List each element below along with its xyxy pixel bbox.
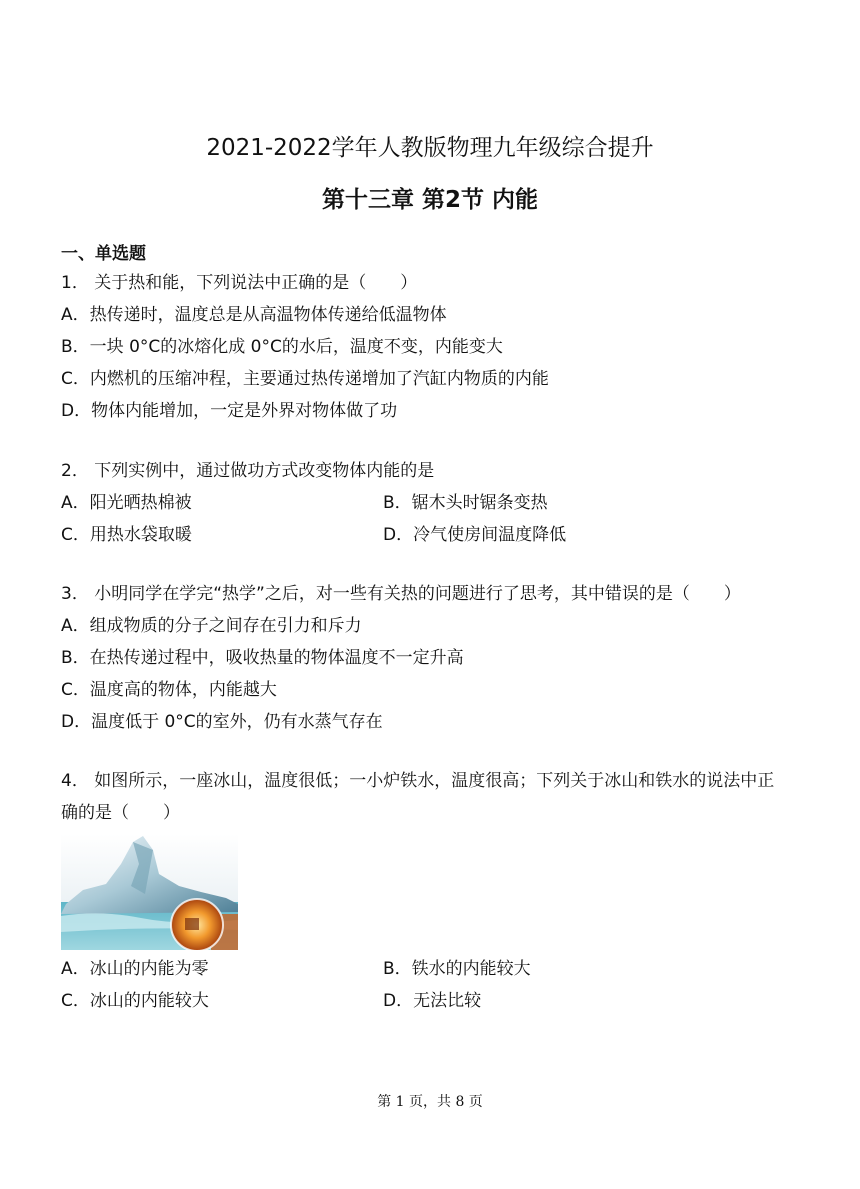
question-stem: 3． 小明同学在学完“热学”之后，对一些有关热的问题进行了思考，其中错误的是（ ） bbox=[61, 584, 741, 604]
option-d: D．物体内能增加，一定是外界对物体做了功 bbox=[61, 401, 398, 421]
option-b: B．一块 0°C的冰熔化成 0°C的水后，温度不变，内能变大 bbox=[61, 337, 503, 357]
option-b: B．铁水的内能较大 bbox=[383, 959, 531, 979]
option-a: A．冰山的内能为零 bbox=[61, 959, 209, 979]
option-c: C．内燃机的压缩冲程，主要通过热传递增加了汽缸内物质的内能 bbox=[61, 369, 549, 389]
option-a: A．阳光晒热棉被 bbox=[61, 493, 192, 513]
question-stem: 1． 关于热和能，下列说法中正确的是（ ） bbox=[61, 273, 418, 293]
section-heading: 一、单选题 bbox=[61, 244, 146, 264]
option-b: B．锯木头时锯条变热 bbox=[383, 493, 548, 513]
option-a: A．热传递时，温度总是从高温物体传递给低温物体 bbox=[61, 305, 447, 325]
option-d: D．无法比较 bbox=[383, 991, 482, 1011]
chapter-title: 第十三章 第2节 内能 bbox=[321, 187, 539, 213]
question-stem-line-2: 确的是（ ） bbox=[61, 803, 180, 823]
option-a: A．组成物质的分子之间存在引力和斥力 bbox=[61, 616, 362, 636]
option-b: B．在热传递过程中，吸收热量的物体温度不一定升高 bbox=[61, 648, 464, 668]
page-footer: 第 1 页，共 8 页 bbox=[377, 1094, 483, 1110]
option-c: C．用热水袋取暖 bbox=[61, 525, 192, 545]
question-stem: 2． 下列实例中，通过做功方式改变物体内能的是 bbox=[61, 461, 435, 481]
question-stem-line-1: 4． 如图所示，一座冰山，温度很低；一小炉铁水，温度很高；下列关于冰山和铁水的说法中正 bbox=[61, 771, 775, 791]
option-d: D．冷气使房间温度降低 bbox=[383, 525, 567, 545]
document-title: 2021-2022学年人教版物理九年级综合提升 bbox=[206, 135, 654, 161]
option-d: D．温度低于 0°C的室外，仍有水蒸气存在 bbox=[61, 712, 383, 732]
option-c: C．温度高的物体，内能越大 bbox=[61, 680, 277, 700]
option-c: C．冰山的内能较大 bbox=[61, 991, 209, 1011]
iceberg-and-molten-iron-figure bbox=[61, 834, 238, 950]
